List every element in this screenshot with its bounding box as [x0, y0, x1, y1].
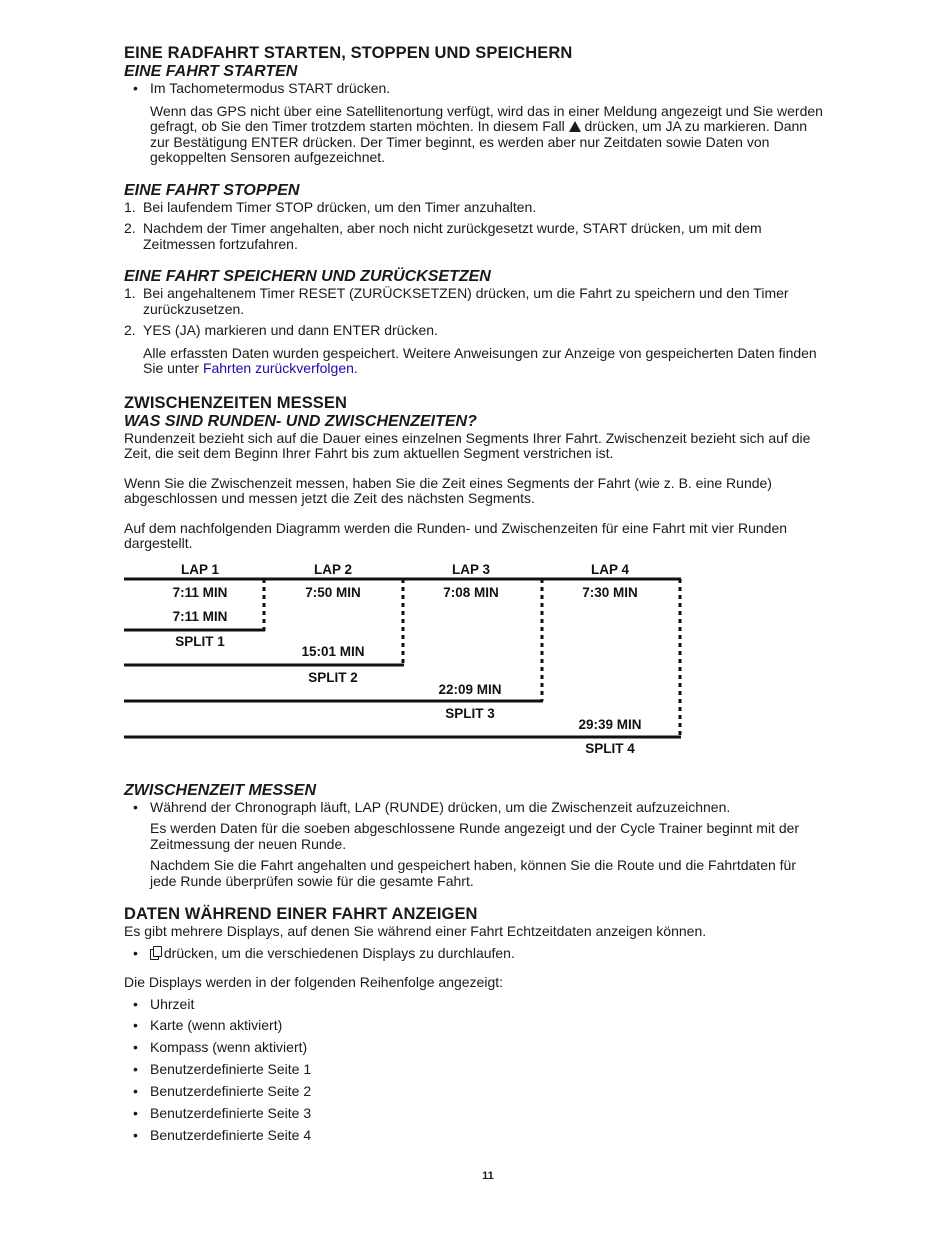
list-item: • Karte (wenn aktiviert): [124, 1018, 824, 1034]
split-label: SPLIT 3: [445, 706, 495, 721]
lap-label: LAP 4: [590, 562, 630, 577]
start-note: Wenn das GPS nicht über eine Satellitenortung verfügt, wird das in einer Meldung angezeigt und Sie werden gefragt, ob Sie den Timer trotzdem starten möchten. In diesem Fall drücken, um JA zu markieren. Dann zur Bestätigung ENTER drücken. Der Timer beginnt, es werden aber nur Zeitdaten sowie Daten von gekoppelten Sensoren aufgezeichnet.: [150, 102, 823, 165]
heading-measure-split: ZWISCHENZEIT MESSEN: [124, 781, 317, 799]
paragraph: Nachdem Sie die Fahrt angehalten und gespeichert haben, können Sie die Route und die Fahrtdaten für jede Runde überprüfen sowie für die gesamte Fahrt.: [150, 857, 796, 889]
split-time: 15:01 MIN: [301, 644, 365, 659]
paragraph: Rundenzeit bezieht sich auf die Dauer eines einzelnen Segments Ihrer Fahrt. Zwischenzeit bezieht sich auf die Zeit, die seit dem Beginn Ihrer Fahrt bis zum aktuellen Segment verstrichen ist.: [124, 429, 811, 461]
split-time: 29:39 MIN: [578, 717, 642, 732]
lap-time: 7:11 MIN: [172, 585, 228, 600]
list-item: • Benutzerdefinierte Seite 1: [124, 1062, 824, 1078]
split-label: SPLIT 1: [175, 634, 225, 649]
section-title-display: DATEN WÄHREND EINER FAHRT ANZEIGEN: [124, 905, 478, 923]
list-item: • drücken, um die verschiedenen Displays zu durchlaufen.: [124, 946, 824, 962]
heading-start-ride: EINE FAHRT STARTEN: [124, 63, 298, 80]
lap-time: 7:50 MIN: [305, 585, 361, 600]
paragraph: Es werden Daten für die soeben abgeschlossene Runde angezeigt und der Cycle Trainer beginnt mit der Zeitmessung der neuen Runde.: [150, 820, 800, 852]
split-label: SPLIT 4: [585, 741, 635, 756]
list-item: • Während der Chronograph läuft, LAP (RUNDE) drücken, um die Zwischenzeit aufzuzeichnen.: [124, 800, 824, 816]
list-item: • Im Tachometermodus START drücken.: [124, 81, 824, 97]
section-title-ride: EINE RADFAHRT STARTEN, STOPPEN UND SPEICHERN: [124, 44, 573, 62]
up-arrow-icon: [569, 121, 581, 132]
lap-time: 7:08 MIN: [443, 585, 499, 600]
section-title-splits: ZWISCHENZEITEN MESSEN: [124, 393, 348, 412]
list-item: 1. Bei laufendem Timer STOP drücken, um den Timer anzuhalten.: [124, 198, 537, 215]
list-item: 2. Nachdem der Timer angehalten, aber noch nicht zurückgesetzt wurde, START drücken, um mit dem Zeitmessen fortzufahren.: [124, 220, 762, 252]
list-item: • Uhrzeit: [124, 997, 824, 1013]
list-item: • Benutzerdefinierte Seite 4: [124, 1128, 824, 1144]
paragraph: Auf dem nachfolgenden Diagramm werden die Runden- und Zwischenzeiten für eine Fahrt mit vier Runden dargestellt.: [124, 519, 788, 551]
list-item: • Benutzerdefinierte Seite 2: [124, 1084, 824, 1100]
list-item: • Benutzerdefinierte Seite 3: [124, 1106, 824, 1122]
paragraph: Die Displays werden in der folgenden Reihenfolge angezeigt:: [124, 974, 504, 990]
lap-label: LAP 3: [451, 562, 491, 577]
link-track-rides[interactable]: Fahrten zurückverfolgen: [202, 360, 354, 376]
split-time: 7:11 MIN: [172, 609, 228, 624]
heading-save-ride: EINE FAHRT SPEICHERN UND ZURÜCKSETZEN: [124, 268, 491, 285]
heading-stop-ride: EINE FAHRT STOPPEN: [124, 181, 300, 199]
list-item: 1. Bei angehaltenem Timer RESET (ZURÜCKSETZEN) drücken, um die Fahrt zu speichern und den Timer zurückzusetzen.: [124, 285, 789, 317]
paragraph: Wenn Sie die Zwischenzeit messen, haben Sie die Zeit eines Segments der Fahrt (wie z. B. eine Runde) abgeschlossen und messen jetzt die Zeit des nächsten Segments.: [124, 474, 772, 506]
lap-label: LAP 1: [180, 562, 220, 577]
heading-what-are-splits: WAS SIND RUNDEN- UND ZWISCHENZEITEN?: [124, 412, 477, 430]
list-item: 2. YES (JA) markieren und dann ENTER drücken.: [124, 322, 438, 338]
page-button-icon: [150, 947, 160, 959]
split-time: 22:09 MIN: [438, 682, 502, 697]
lap-label: LAP 2: [313, 562, 353, 577]
list-item: • Kompass (wenn aktiviert): [124, 1040, 824, 1056]
save-note: Alle erfassten Daten wurden gespeichert. Weitere Anweisungen zur Anzeige von gespeicherten Daten finden Sie unter Fahrten zurückverfolgen.: [143, 344, 817, 376]
lap-time: 7:30 MIN: [582, 585, 638, 600]
split-label: SPLIT 2: [308, 670, 358, 685]
paragraph: Es gibt mehrere Displays, auf denen Sie während einer Fahrt Echtzeitdaten anzeigen können.: [124, 923, 707, 939]
page-number: 11: [482, 1170, 494, 1182]
lap-split-diagram: [124, 560, 684, 760]
